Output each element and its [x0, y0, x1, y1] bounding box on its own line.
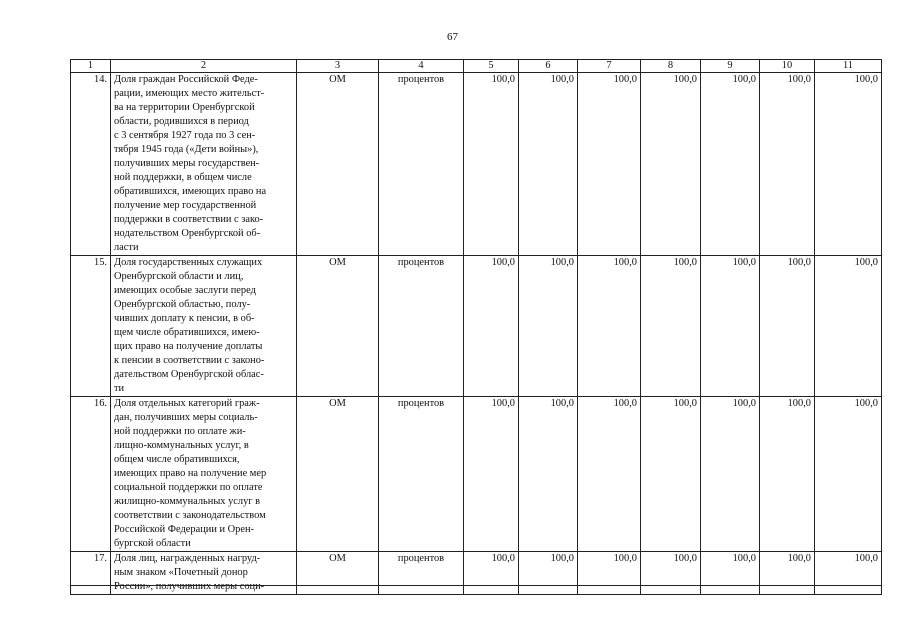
- header-row: [71, 60, 882, 73]
- value-cell: 100,0: [815, 397, 882, 552]
- description-line: соответствии с законодательством: [114, 510, 266, 521]
- description-line: щих право на получение доплаты: [114, 341, 263, 352]
- value-cell: 100,0: [519, 552, 578, 595]
- table-body: [71, 73, 882, 595]
- value-cell: 100,0: [641, 73, 701, 256]
- value-cell: 100,0: [464, 397, 519, 552]
- value-cell: 100,0: [464, 256, 519, 397]
- value-cell: 100,0: [519, 397, 578, 552]
- description-line: получивших меры государствен-: [114, 158, 260, 169]
- value-cell: 100,0: [701, 552, 760, 595]
- value-cell: 100,0: [701, 73, 760, 256]
- row-number: 15.: [71, 256, 111, 397]
- description-line: имеющих право на получение мер: [114, 468, 267, 479]
- description-line: имеющих особые заслуги перед: [114, 285, 256, 296]
- value-cell: 100,0: [760, 256, 815, 397]
- description-line: России», получивших меры соци-: [114, 581, 265, 592]
- indicator-description: [111, 397, 297, 552]
- row-number: 16.: [71, 397, 111, 552]
- description-line: ной поддержки, в общем числе: [114, 172, 252, 183]
- value-cell: 100,0: [641, 552, 701, 595]
- column-header-5: 5: [464, 60, 519, 73]
- page-number: 67: [447, 31, 458, 43]
- table-row: [71, 552, 882, 595]
- description-line: чивших доплату к пенсии, в об-: [114, 313, 255, 324]
- column-header-6: 6: [519, 60, 578, 73]
- indicator-type: ОМ: [297, 256, 379, 397]
- indicator-description: [111, 256, 297, 397]
- description-line: области, родившихся в период: [114, 116, 249, 127]
- value-cell: 100,0: [701, 256, 760, 397]
- column-header-7: 7: [578, 60, 641, 73]
- unit-of-measure: процентов: [379, 552, 464, 595]
- description-line: рации, имеющих место жительст-: [114, 88, 265, 99]
- value-cell: 100,0: [701, 397, 760, 552]
- column-header-4: 4: [379, 60, 464, 73]
- value-cell: 100,0: [815, 73, 882, 256]
- value-cell: 100,0: [760, 552, 815, 595]
- indicator-type: ОМ: [297, 552, 379, 595]
- value-cell: 100,0: [578, 552, 641, 595]
- description-line: ласти: [114, 242, 139, 253]
- column-header-2: 2: [111, 60, 297, 73]
- value-cell: 100,0: [760, 73, 815, 256]
- description-line: Оренбургской области и лиц,: [114, 271, 244, 282]
- description-line: Доля государственных служащих: [114, 257, 263, 268]
- row-number: 14.: [71, 73, 111, 256]
- description-line: к пенсии в соответствии с законо-: [114, 355, 265, 366]
- column-header-3: 3: [297, 60, 379, 73]
- unit-of-measure: процентов: [379, 397, 464, 552]
- unit-of-measure: процентов: [379, 73, 464, 256]
- column-header-9: 9: [701, 60, 760, 73]
- description-line: лищно-коммунальных услуг, в: [114, 440, 249, 451]
- description-line: ной поддержки по оплате жи-: [114, 426, 246, 437]
- column-header-11: 11: [815, 60, 882, 73]
- description-line: ти: [114, 383, 125, 394]
- column-header-8: 8: [641, 60, 701, 73]
- description-line: тября 1945 года («Дети войны»),: [114, 144, 259, 155]
- description-line: дан, получивших меры социаль-: [114, 412, 258, 423]
- description-line: нодательством Оренбургской об-: [114, 228, 261, 239]
- indicator-type: ОМ: [297, 397, 379, 552]
- row-number: 17.: [71, 552, 111, 595]
- value-cell: 100,0: [464, 552, 519, 595]
- column-header-10: 10: [760, 60, 815, 73]
- indicator-description: [111, 73, 297, 256]
- value-cell: 100,0: [815, 552, 882, 595]
- value-cell: 100,0: [578, 256, 641, 397]
- description-line: дательством Оренбургской облас-: [114, 369, 264, 380]
- description-line: Доля отдельных категорий граж-: [114, 398, 260, 409]
- indicator-type: ОМ: [297, 73, 379, 256]
- unit-of-measure: процентов: [379, 256, 464, 397]
- description-line: общем числе обратившихся,: [114, 454, 240, 465]
- description-line: бургской области: [114, 538, 191, 549]
- description-line: Оренбургской областью, полу-: [114, 299, 251, 310]
- description-line: Доля лиц, награжденных нагруд-: [114, 553, 261, 564]
- table-row: [71, 73, 882, 256]
- value-cell: 100,0: [519, 256, 578, 397]
- table-row: [71, 397, 882, 552]
- description-line: поддержки в соответствии с зако-: [114, 214, 264, 225]
- value-cell: 100,0: [641, 397, 701, 552]
- table-row: [71, 256, 882, 397]
- description-line: с 3 сентября 1927 года по 3 сен-: [114, 130, 256, 141]
- description-line: ва на территории Оренбургской: [114, 102, 255, 113]
- description-line: Российской Федерации и Орен-: [114, 524, 254, 535]
- description-line: обратившихся, имеющих право на: [114, 186, 267, 197]
- value-cell: 100,0: [760, 397, 815, 552]
- value-cell: 100,0: [641, 256, 701, 397]
- value-cell: 100,0: [815, 256, 882, 397]
- value-cell: 100,0: [519, 73, 578, 256]
- indicator-description: [111, 552, 297, 595]
- description-line: щем числе обратившихся, имею-: [114, 327, 260, 338]
- value-cell: 100,0: [464, 73, 519, 256]
- value-cell: 100,0: [578, 73, 641, 256]
- description-line: ным знаком «Почетный донор: [114, 567, 248, 578]
- page-cut-edge: [70, 585, 882, 586]
- column-header-1: 1: [71, 60, 111, 73]
- indicators-table: [70, 59, 882, 595]
- description-line: Доля граждан Российской Феде-: [114, 74, 258, 85]
- description-line: социальной поддержки по оплате: [114, 482, 263, 493]
- description-line: получение мер государственной: [114, 200, 257, 211]
- description-line: жилищно-коммунальных услуг в: [114, 496, 261, 507]
- value-cell: 100,0: [578, 397, 641, 552]
